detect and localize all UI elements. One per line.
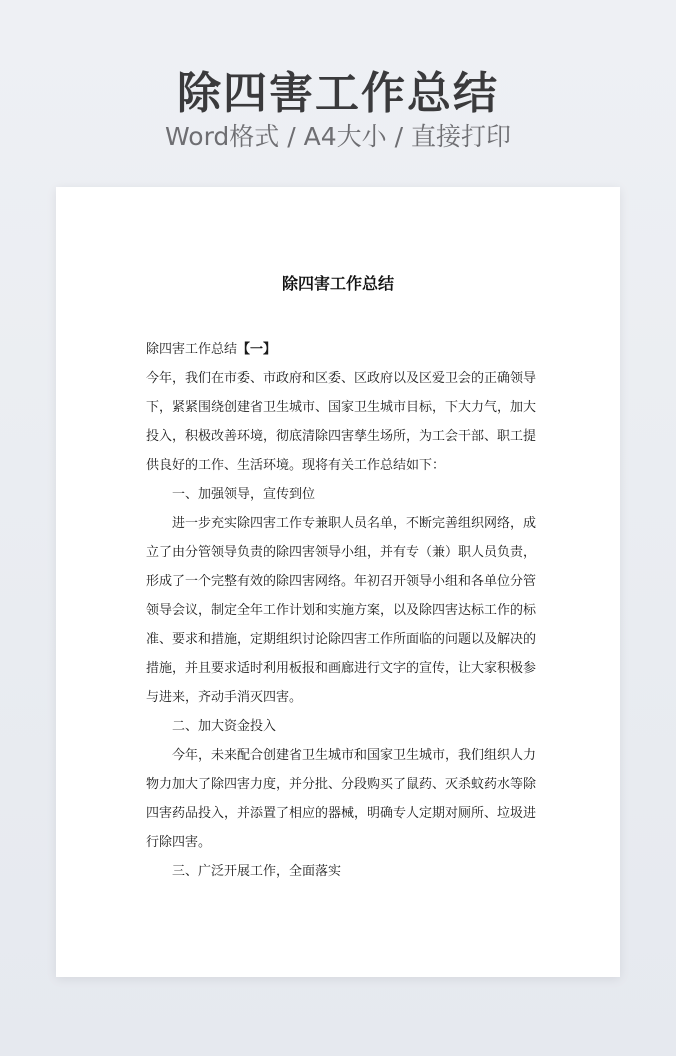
section-3-title: 三、广泛开展工作，全面落实 xyxy=(172,864,342,879)
document-body xyxy=(146,335,536,886)
section-2-paragraph: 今年，未来配合创建省卫生城市和国家卫生城市，我们组织人力物力加大了除四害力度，并分批、分段购买了鼠药、灭杀蚊药水等除四害药品投入，并添置了相应的器械，明确专人定期对厕所、垃圾进行除四害。 xyxy=(146,748,537,850)
banner-title: 除四害工作总结 xyxy=(177,68,499,119)
banner-subtitle: Word格式 / A4大小 / 直接打印 xyxy=(165,122,511,151)
document-title: 除四害工作总结 xyxy=(281,274,394,293)
intro-paragraph: 今年，我们在市委、市政府和区委、区政府以及区爱卫会的正确领导下，紧紧围绕创建省卫生城市、国家卫生城市目标，下大力气，加大投入，积极改善环境，彻底清除四害孳生场所，为工会干部、职工提供良好的工作、生活环境。现将有关工作总结如下： xyxy=(146,371,537,473)
heading-text: 除四害工作总结 xyxy=(146,342,238,357)
section-2-title: 二、加大资金投入 xyxy=(172,719,277,734)
section-1-title: 一、加强领导，宣传到位 xyxy=(172,487,316,502)
section-1-paragraph: 进一步充实除四害工作专兼职人员名单，不断完善组织网络，成立了由分管领导负责的除四害领导小组，并有专（兼）职人员负责，形成了一个完整有效的除四害网络。年初召开领导小组和各单位分管领导会议，制定全年工作计划和实施方案，以及除四害达标工作的标准、要求和措施，定期组织讨论除四害工作所面临的问题以及解决的措施，并且要求适时利用板报和画廊进行文字的宣传，让大家积极参与进来，齐动手消灭四害。 xyxy=(146,516,537,705)
heading-bracket: 【一】 xyxy=(237,342,277,357)
document-heading xyxy=(146,335,536,364)
document-page xyxy=(56,187,620,977)
